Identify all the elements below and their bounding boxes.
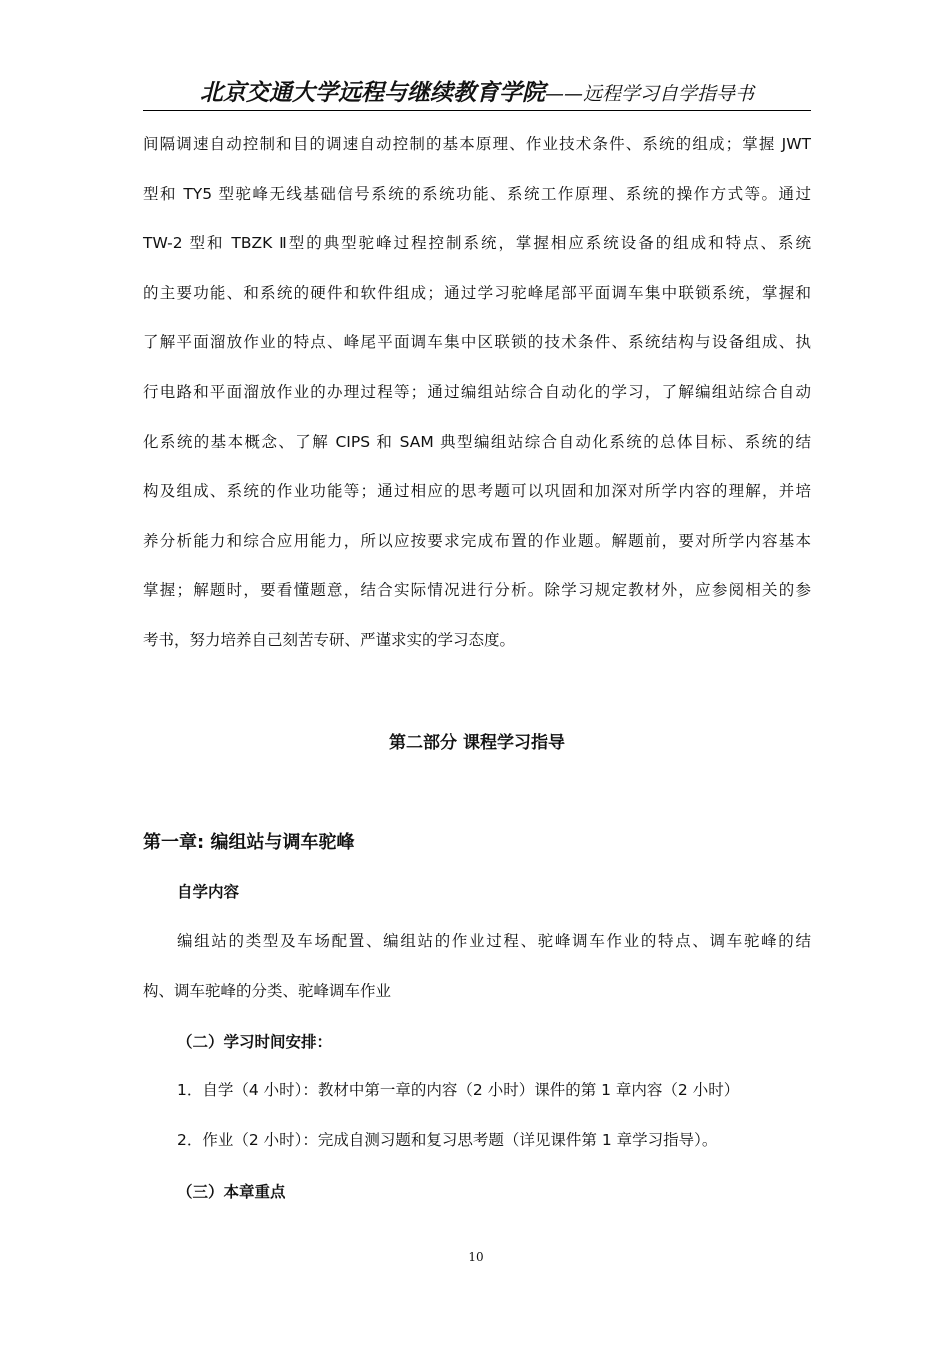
- paragraph-line: 间隔调速自动控制和目的调速自动控制的基本原理、作业技术条件、系统的组成；掌握 JWT: [143, 135, 811, 153]
- intro-paragraph: [143, 120, 811, 666]
- schedule-heading: （二）学习时间安排：: [177, 1033, 333, 1051]
- content-line: 编组站的类型及车场配置、编组站的作业过程、驼峰调车作业的特点、调车驼峰的结: [177, 932, 811, 950]
- focus-heading: （三）本章重点: [177, 1183, 286, 1201]
- header-rule: [143, 110, 811, 111]
- chapter-title: 第一章: 编组站与调车驼峰: [143, 832, 355, 853]
- schedule-item: 2．作业（2 小时）：完成自测习题和复习思考题（详见课件第 1 章学习指导）。: [177, 1131, 718, 1149]
- page-number: 10: [468, 1250, 484, 1264]
- paragraph-line: 了解平面溜放作业的特点、峰尾平面调车集中区联锁的技术条件、系统结构与设备组成、执: [143, 333, 811, 352]
- schedule-item: 1．自学（4 小时）：教材中第一章的内容（2 小时）课件的第 1 章内容（2 小时）: [177, 1081, 740, 1099]
- paragraph-line: 的主要功能、和系统的硬件和软件组成；通过学习驼峰尾部平面调车集中联锁系统，掌握和: [143, 283, 811, 302]
- paragraph-line: 考书，努力培养自己刻苦专研、严谨求实的学习态度。: [143, 630, 516, 649]
- self-study-heading: 自学内容: [177, 883, 240, 901]
- paragraph-line: 行电路和平面溜放作业的办理过程等；通过编组站综合自动化的学习，了解编组站综合自动: [143, 382, 811, 401]
- paragraph-line: 养分析能力和综合应用能力，所以应按要求完成布置的作业题。解题前，要对所学内容基本: [143, 531, 811, 550]
- header-title: 北京交通大学远程与继续教育学院: [199, 80, 545, 106]
- self-study-content: [143, 917, 811, 1016]
- part-title: 第二部分 课程学习指导: [389, 733, 565, 753]
- paragraph-line: 化系统的基本概念、了解 CIPS 和 SAM 典型编组站综合自动化系统的总体目标、系统的结: [143, 432, 811, 451]
- header-subtitle: ——远程学习自学指导书: [544, 83, 754, 105]
- content-line: 构、调车驼峰的分类、驼峰调车作业: [143, 981, 392, 1000]
- paragraph-line: 构及组成、系统的作业功能等；通过相应的思考题可以巩固和加深对所学内容的理解，并培: [143, 482, 811, 501]
- paragraph-line: TW-2 型和 TBZK Ⅱ型的典型驼峰过程控制系统，掌握相应系统设备的组成和特点、系统: [143, 234, 811, 253]
- paragraph-line: 掌握；解题时，要看懂题意，结合实际情况进行分析。除学习规定教材外，应参阅相关的参: [143, 581, 811, 600]
- running-header: [143, 74, 811, 110]
- paragraph-line: 型和 TY5 型驼峰无线基础信号系统的系统功能、系统工作原理、系统的操作方式等。通过: [143, 184, 811, 203]
